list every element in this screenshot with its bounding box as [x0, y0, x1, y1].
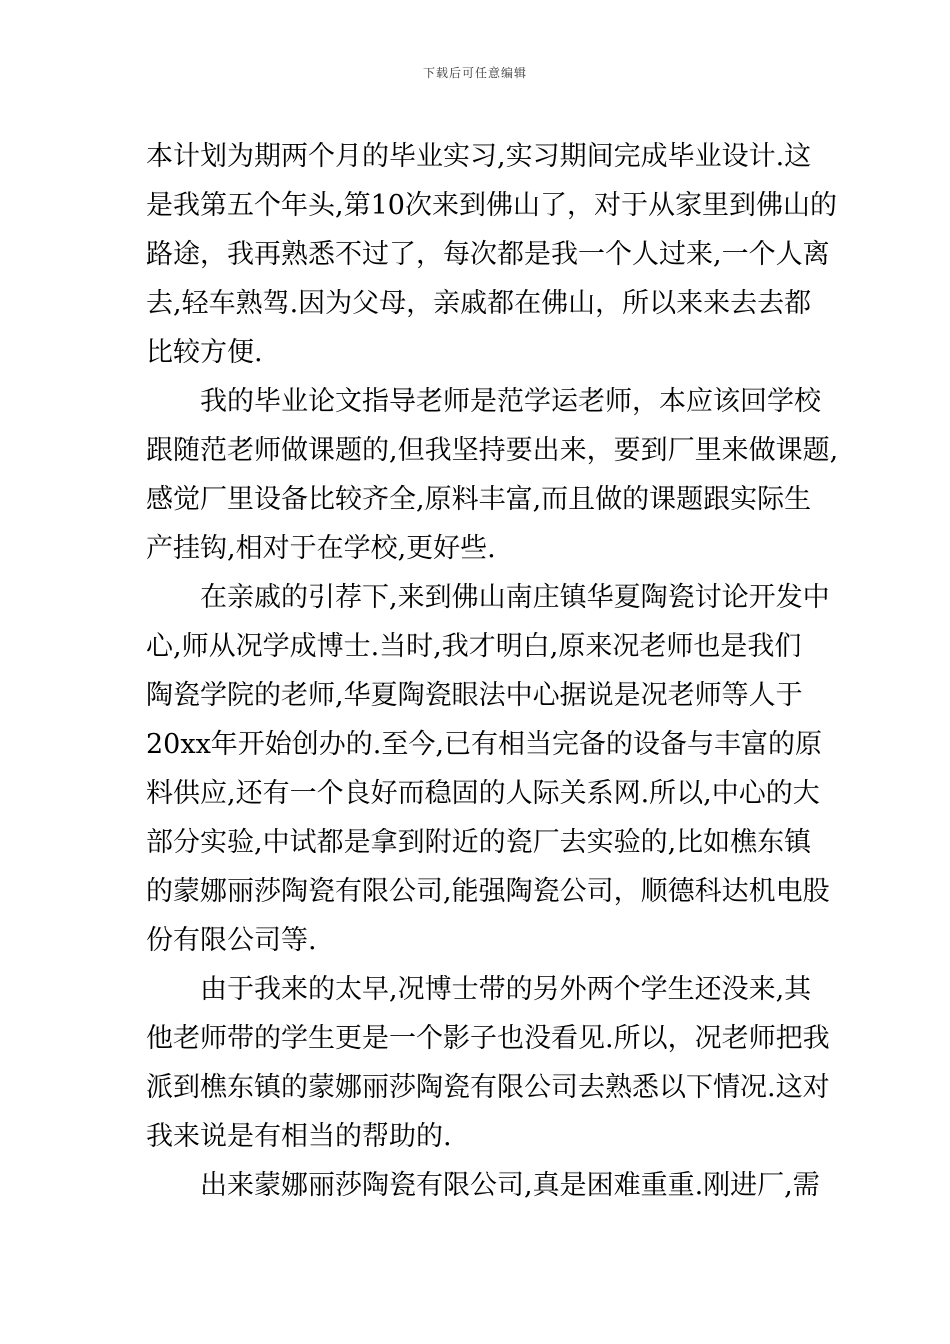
- header-text: 下载后可任意编辑: [422, 66, 527, 80]
- text-line: 陶瓷学院的老师,华夏陶瓷眼法中心据说是况老师等人于: [146, 680, 803, 711]
- text-line: 比较方便.: [146, 337, 263, 368]
- text-line: 去,轻车熟驾.因为父母，亲戚都在佛山，所以来来去去都: [146, 288, 812, 319]
- text-line: 路途，我再熟悉不过了，每次都是我一个人过来,一个人离: [146, 239, 830, 270]
- text-line: 产挂钩,相对于在学校,更好些.: [146, 533, 496, 564]
- text-line: 跟随范老师做课题的,但我坚持要出来，要到厂里来做课题,: [146, 435, 839, 466]
- text-line: 20xx年开始创办的.至今,已有相当完备的设备与丰富的原: [146, 729, 822, 760]
- document-body: [146, 132, 839, 1210]
- text-line: 我来说是有相当的帮助的.: [146, 1121, 452, 1152]
- paragraph-4: [146, 965, 830, 1161]
- text-line: 在亲戚的引荐下,来到佛山南庄镇华夏陶瓷讨论开发中: [200, 582, 830, 613]
- text-line: 由于我来的太早,况博士带的另外两个学生还没来,其: [200, 974, 812, 1005]
- text-line: 本计划为期两个月的毕业实习,实习期间完成毕业设计.这: [146, 141, 812, 172]
- text-line: 派到樵东镇的蒙娜丽莎陶瓷有限公司去熟悉以下情况.这对: [146, 1072, 830, 1103]
- page-header: [0, 64, 950, 81]
- text-line: 我的毕业论文指导老师是范学运老师，本应该回学校: [200, 386, 821, 417]
- paragraph-3: [146, 573, 830, 965]
- paragraph-2: [146, 377, 839, 573]
- text-line: 份有限公司等.: [146, 925, 317, 956]
- paragraph-1: [146, 132, 837, 377]
- text-line: 出来蒙娜丽莎陶瓷有限公司,真是困难重重.刚进厂,需: [200, 1170, 820, 1201]
- text-line: 的蒙娜丽莎陶瓷有限公司,能强陶瓷公司，顺德科达机电股: [146, 876, 830, 907]
- text-line: 是我第五个年头,第10次来到佛山了，对于从家里到佛山的: [146, 190, 837, 221]
- text-line: 感觉厂里设备比较齐全,原料丰富,而且做的课题跟实际生: [146, 484, 812, 515]
- text-line: 他老师带的学生更是一个影子也没看见.所以，况老师把我: [146, 1023, 830, 1054]
- text-line: 部分实验,中试都是拿到附近的瓷厂去实验的,比如樵东镇: [146, 827, 812, 858]
- text-line: 心,师从况学成博士.当时,我才明白,原来况老师也是我们: [146, 631, 802, 662]
- text-line: 料供应,还有一个良好而稳固的人际关系网.所以,中心的大: [146, 778, 820, 809]
- paragraph-5: [146, 1161, 820, 1210]
